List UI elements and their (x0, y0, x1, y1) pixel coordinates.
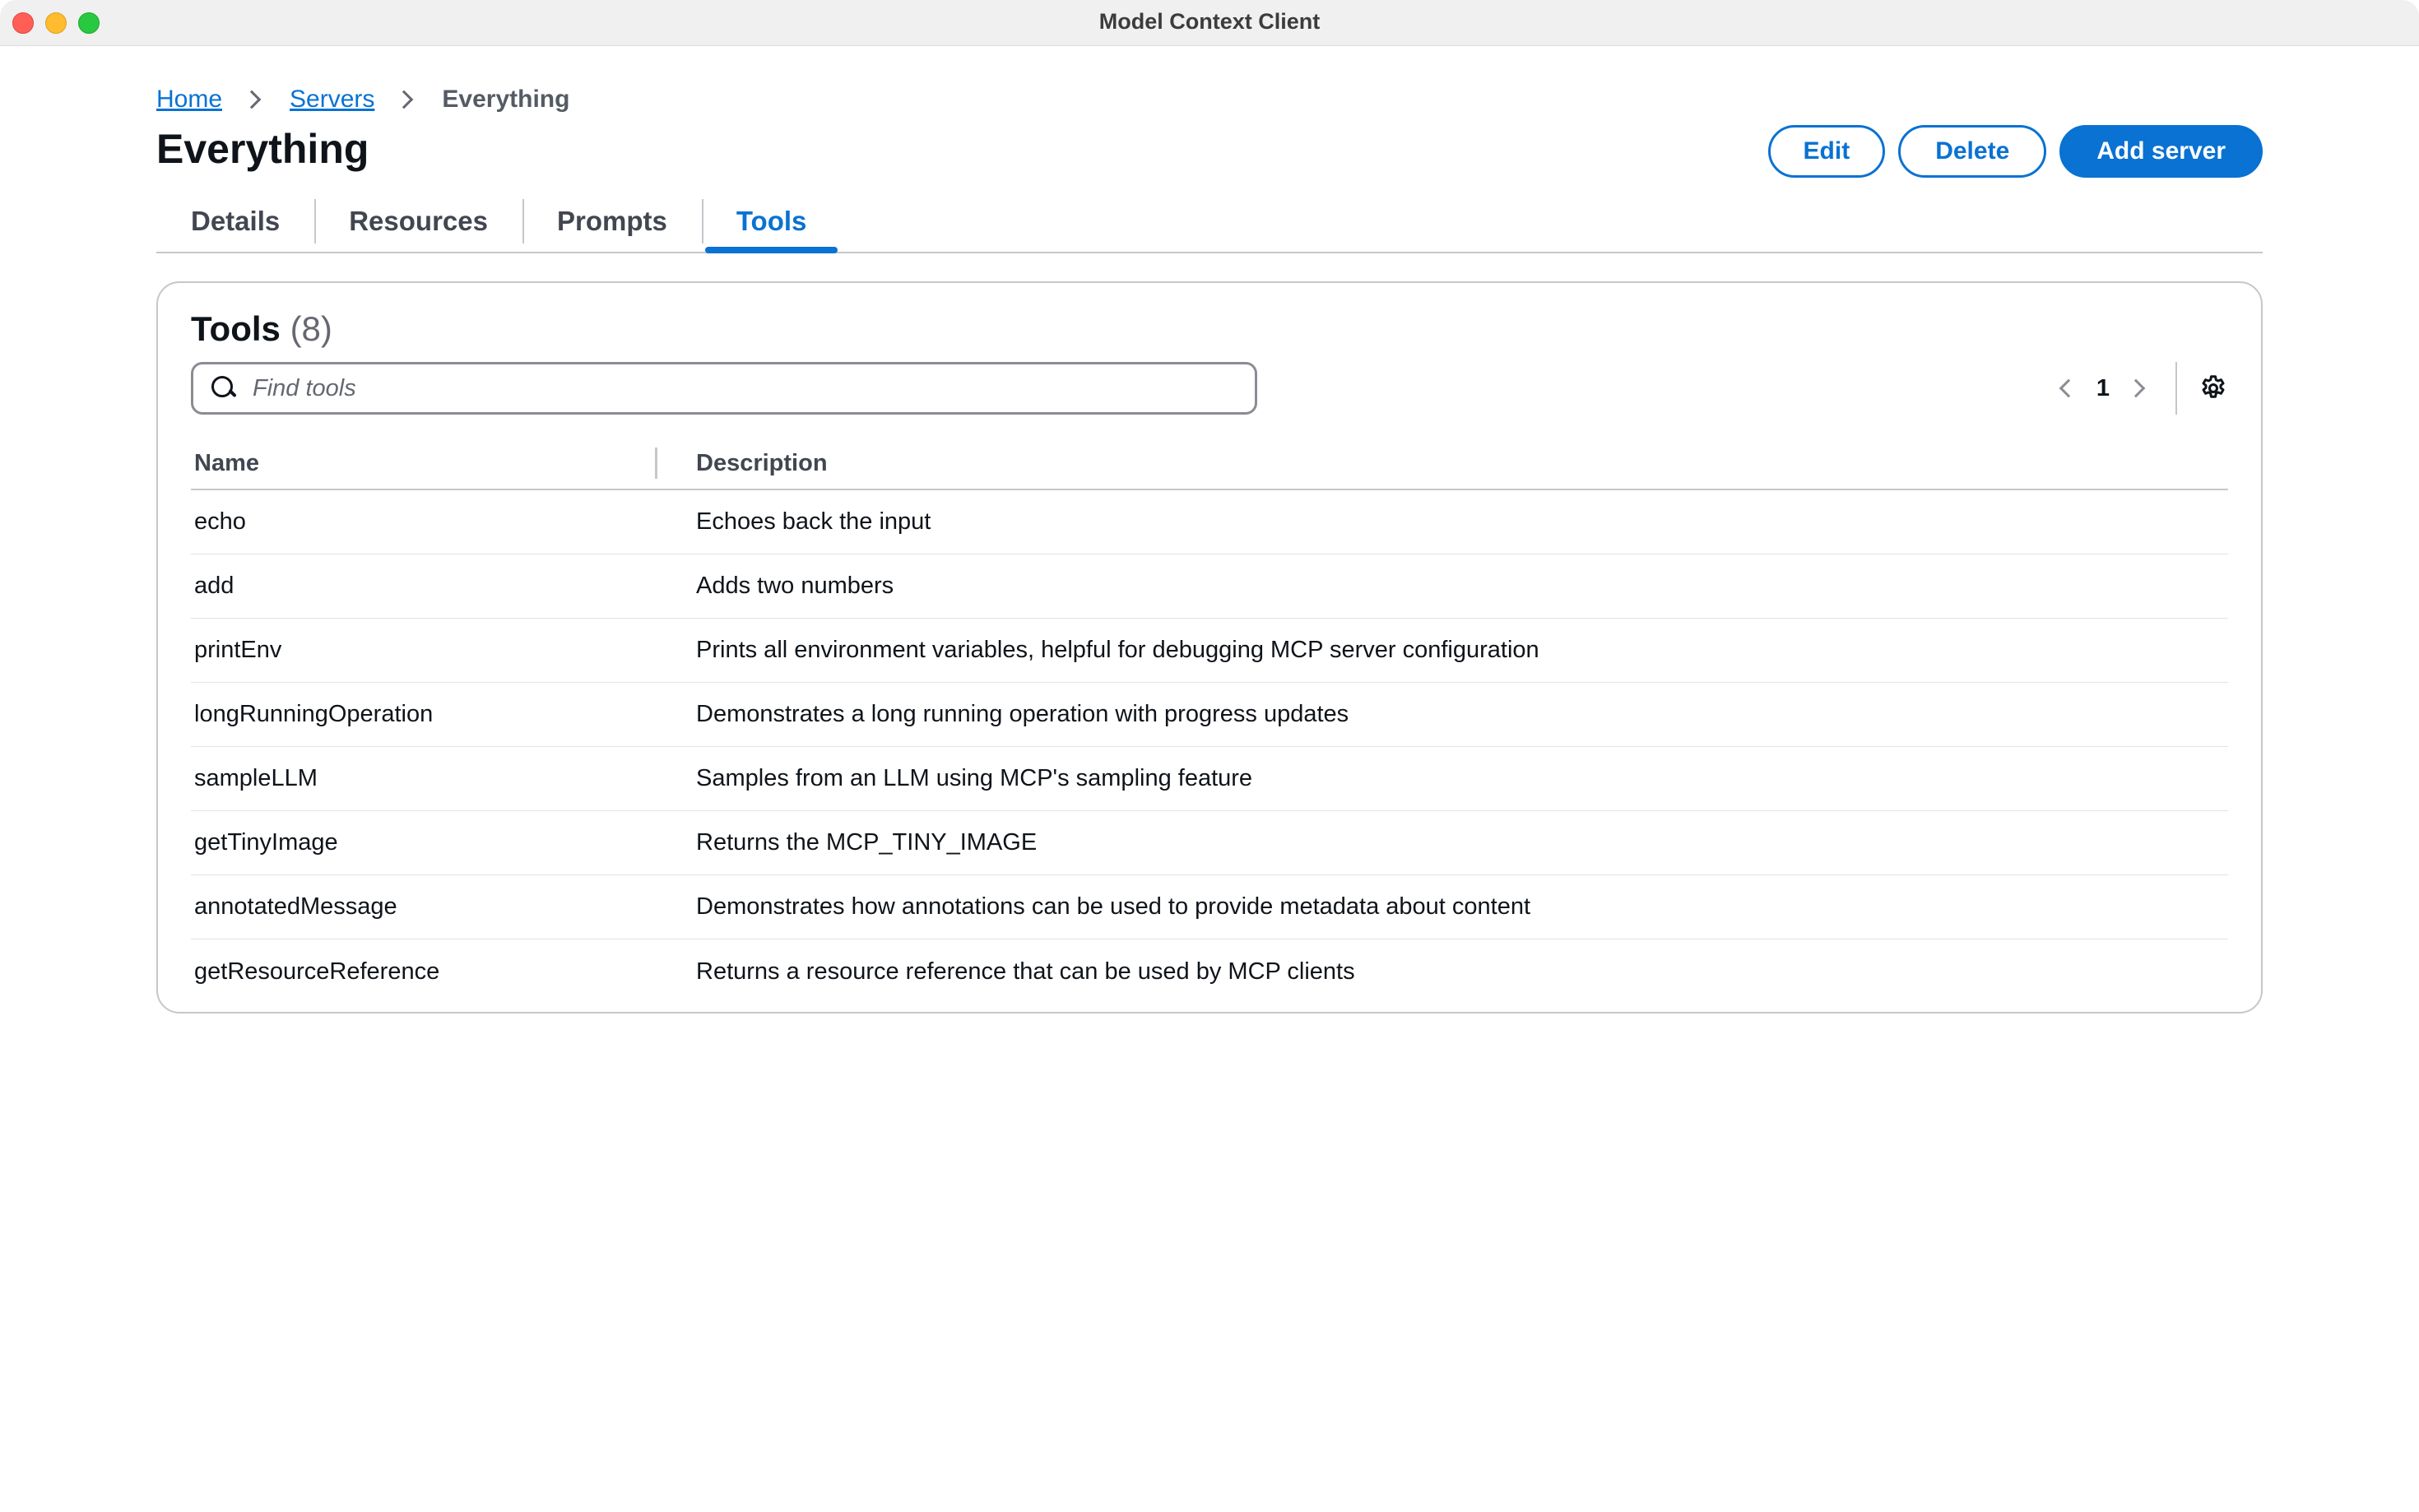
pagination (2042, 362, 2228, 415)
window-title: Model Context Client (1098, 9, 1321, 34)
breadcrumb (156, 79, 569, 120)
tool-description: Prints all environment variables, helpful for debugging MCP server configuration (696, 637, 1539, 663)
table-row[interactable] (191, 490, 2228, 554)
title-bar (0, 0, 2419, 46)
edit-button[interactable]: Edit (1768, 125, 1886, 178)
column-header-description: Description (696, 449, 828, 476)
table-row[interactable] (191, 619, 2228, 683)
tab-bar (156, 191, 2263, 253)
table-row[interactable] (191, 683, 2228, 747)
table-header (191, 438, 2228, 490)
search-input[interactable] (253, 375, 1255, 402)
tab-resources[interactable]: Resources (314, 191, 522, 252)
table-row[interactable] (191, 554, 2228, 619)
tab-details[interactable]: Details (191, 206, 281, 236)
breadcrumb-servers-link[interactable]: Servers (290, 86, 375, 113)
breadcrumb-home-link[interactable]: Home (156, 86, 223, 113)
table-row[interactable] (191, 747, 2228, 811)
chevron-right-icon[interactable] (2127, 379, 2146, 398)
chevron-right-icon (243, 90, 262, 109)
tool-name: printEnv (194, 637, 282, 663)
tool-description: Returns a resource reference that can be used by MCP clients (696, 958, 1355, 985)
tool-name: longRunningOperation (194, 701, 434, 727)
tool-name: echo (194, 508, 246, 535)
tab-prompts[interactable]: Prompts (522, 191, 702, 252)
table-row[interactable] (191, 875, 2228, 939)
tool-description: Demonstrates how annotations can be used to provide metadata about content (696, 893, 1531, 920)
tool-description: Adds two numbers (696, 573, 894, 599)
column-header-name[interactable]: Name (194, 449, 259, 476)
tool-name: add (194, 573, 234, 599)
tool-name: getResourceReference (194, 958, 440, 985)
tools-table (191, 438, 2228, 1004)
header-actions (1768, 125, 2263, 178)
tool-name: annotatedMessage (194, 893, 397, 920)
tools-container (156, 281, 2263, 1013)
chevron-right-icon (395, 90, 414, 109)
column-resizer[interactable] (655, 448, 657, 479)
tool-description: Returns the MCP_TINY_IMAGE (696, 829, 1038, 856)
tools-title-text: Tools (191, 309, 281, 348)
chevron-left-icon[interactable] (2059, 379, 2078, 398)
table-row[interactable] (191, 811, 2228, 875)
page-number[interactable]: 1 (2096, 374, 2110, 401)
add-server-button[interactable]: Add server (2059, 125, 2263, 178)
tool-description: Echoes back the input (696, 508, 931, 535)
gear-icon[interactable] (2198, 373, 2228, 403)
page-title: Everything (156, 126, 369, 172)
divider (2175, 362, 2177, 415)
tool-description: Samples from an LLM using MCP's sampling feature (696, 765, 1253, 791)
breadcrumb-current: Everything (442, 86, 570, 113)
search-icon (211, 376, 236, 401)
tool-name: sampleLLM (194, 765, 318, 791)
search-box (191, 362, 1257, 415)
tools-title (191, 309, 332, 349)
tool-name: getTinyImage (194, 829, 338, 856)
tab-tools[interactable]: Tools (702, 191, 842, 252)
tool-description: Demonstrates a long running operation with progress updates (696, 701, 1349, 727)
tools-count: (8) (290, 309, 332, 348)
delete-button[interactable]: Delete (1898, 125, 2046, 178)
table-row[interactable] (191, 939, 2228, 1004)
